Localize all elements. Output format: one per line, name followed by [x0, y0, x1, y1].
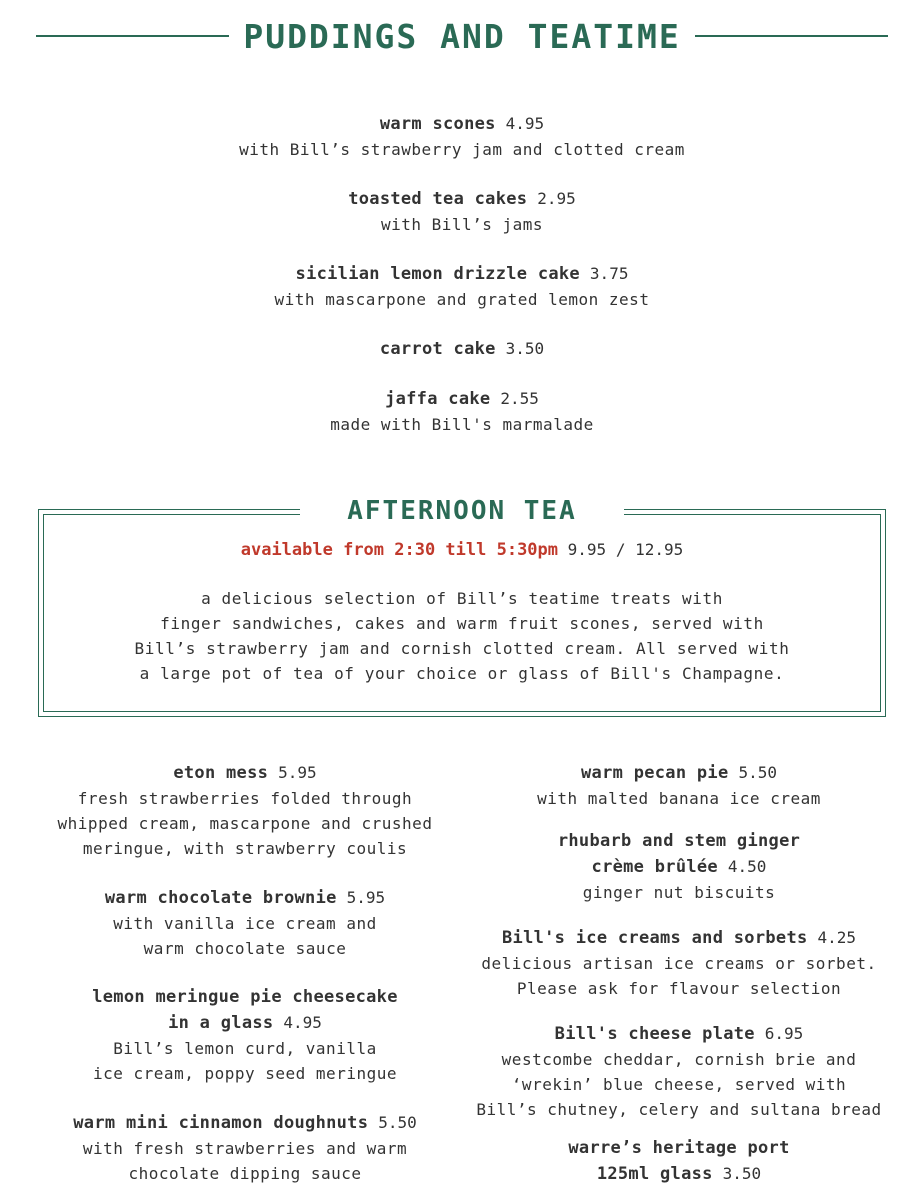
item-description: delicious artisan ice creams or sorbet. — [481, 954, 877, 973]
item-price: 4.95 — [283, 1013, 322, 1032]
description-line: finger sandwiches, cakes and warm fruit scones, served with — [160, 614, 764, 633]
item-price: 4.95 — [505, 114, 545, 133]
menu-item-pecan-pie — [456, 760, 902, 811]
item-description: warm chocolate sauce — [143, 939, 347, 958]
afternoon-tea-title: AFTERNOON TEA — [300, 492, 624, 530]
afternoon-tea-availability — [0, 540, 924, 560]
item-description: ice cream, poppy seed meringue — [93, 1064, 397, 1083]
menu-item-carrot-cake — [0, 336, 924, 362]
menu-item-eton-mess — [20, 760, 470, 861]
item-name: warm chocolate brownie — [104, 888, 337, 908]
availability-time: available from 2:30 till 5:30pm — [240, 540, 559, 560]
item-name: jaffa cake — [385, 389, 491, 409]
menu-item-chocolate-brownie — [20, 885, 470, 961]
item-description: with Bill’s strawberry jam and clotted cream — [239, 140, 685, 159]
item-description: with mascarpone and grated lemon zest — [274, 290, 650, 309]
item-description: Bill’s lemon curd, vanilla — [113, 1039, 377, 1058]
item-description: ginger nut biscuits — [582, 883, 776, 902]
item-description: westcombe cheddar, cornish brie and — [501, 1050, 857, 1069]
afternoon-tea-price: 9.95 / 12.95 — [567, 540, 684, 559]
item-price: 5.50 — [738, 763, 777, 782]
header-rule-right — [695, 35, 888, 37]
item-description: with Bill’s jams — [380, 215, 544, 234]
menu-item-creme-brulee — [456, 829, 902, 905]
item-price: 5.50 — [378, 1113, 417, 1132]
menu-item-toasted-tea-cakes — [0, 186, 924, 237]
item-name: eton mess — [173, 763, 269, 783]
menu-item-cheese-plate — [456, 1021, 902, 1122]
description-line: a delicious selection of Bill’s teatime treats with — [201, 589, 723, 608]
menu-item-lemon-meringue-cheesecake — [20, 985, 470, 1086]
menu-header — [36, 14, 888, 58]
menu-item-lemon-drizzle-cake — [0, 261, 924, 312]
item-name: toasted tea cakes — [348, 189, 528, 209]
item-price: 4.25 — [817, 928, 856, 947]
item-name: Bill's ice creams and sorbets — [502, 928, 808, 948]
item-name: warm mini cinnamon doughnuts — [73, 1113, 369, 1133]
item-description: Please ask for flavour selection — [516, 979, 842, 998]
item-name: Bill's cheese plate — [554, 1024, 755, 1044]
description-line: a large pot of tea of your choice or glass of Bill's Champagne. — [139, 664, 785, 683]
item-name: warm scones — [379, 114, 496, 134]
menu-item-ice-creams — [456, 925, 902, 1001]
item-name: warre’s heritage port — [568, 1138, 790, 1158]
item-name: lemon meringue pie cheesecake — [92, 987, 398, 1007]
header-rule-left — [36, 35, 229, 37]
afternoon-tea-description — [60, 586, 864, 686]
item-price: 3.75 — [589, 264, 629, 283]
menu-item-heritage-port — [456, 1136, 902, 1187]
item-price: 3.50 — [722, 1164, 762, 1183]
item-price: 4.50 — [727, 857, 767, 876]
menu-item-warm-scones — [0, 111, 924, 162]
item-name: carrot cake — [379, 339, 496, 359]
item-description: ‘wrekin’ blue cheese, served with — [511, 1075, 847, 1094]
item-description: with fresh strawberries and warm — [82, 1139, 408, 1158]
page-title: PUDDINGS AND TEATIME — [243, 16, 681, 56]
item-price: 5.95 — [346, 888, 386, 907]
item-description: with malted banana ice cream — [537, 789, 821, 808]
item-description: chocolate dipping sauce — [128, 1164, 362, 1183]
item-name: crème brûlée — [591, 857, 718, 877]
description-line: Bill’s strawberry jam and cornish clotted cream. All served with — [134, 639, 790, 658]
item-price: 2.55 — [500, 389, 539, 408]
menu-item-cinnamon-doughnuts — [20, 1110, 470, 1186]
item-description: whipped cream, mascarpone and crushed — [57, 814, 433, 833]
item-name: 125ml glass — [596, 1164, 713, 1184]
item-description: made with Bill's marmalade — [330, 415, 594, 434]
item-price: 3.50 — [505, 339, 545, 358]
item-description: with vanilla ice cream and — [113, 914, 377, 933]
item-description: Bill’s chutney, celery and sultana bread — [476, 1100, 882, 1119]
item-name: rhubarb and stem ginger — [557, 831, 801, 851]
menu-item-jaffa-cake — [0, 386, 924, 437]
item-name: sicilian lemon drizzle cake — [295, 264, 580, 284]
item-description: meringue, with strawberry coulis — [82, 839, 408, 858]
item-price: 2.95 — [537, 189, 576, 208]
item-description: fresh strawberries folded through — [77, 789, 413, 808]
item-price: 5.95 — [278, 763, 317, 782]
item-name: warm pecan pie — [581, 763, 729, 783]
item-name: in a glass — [168, 1013, 274, 1033]
item-price: 6.95 — [764, 1024, 804, 1043]
